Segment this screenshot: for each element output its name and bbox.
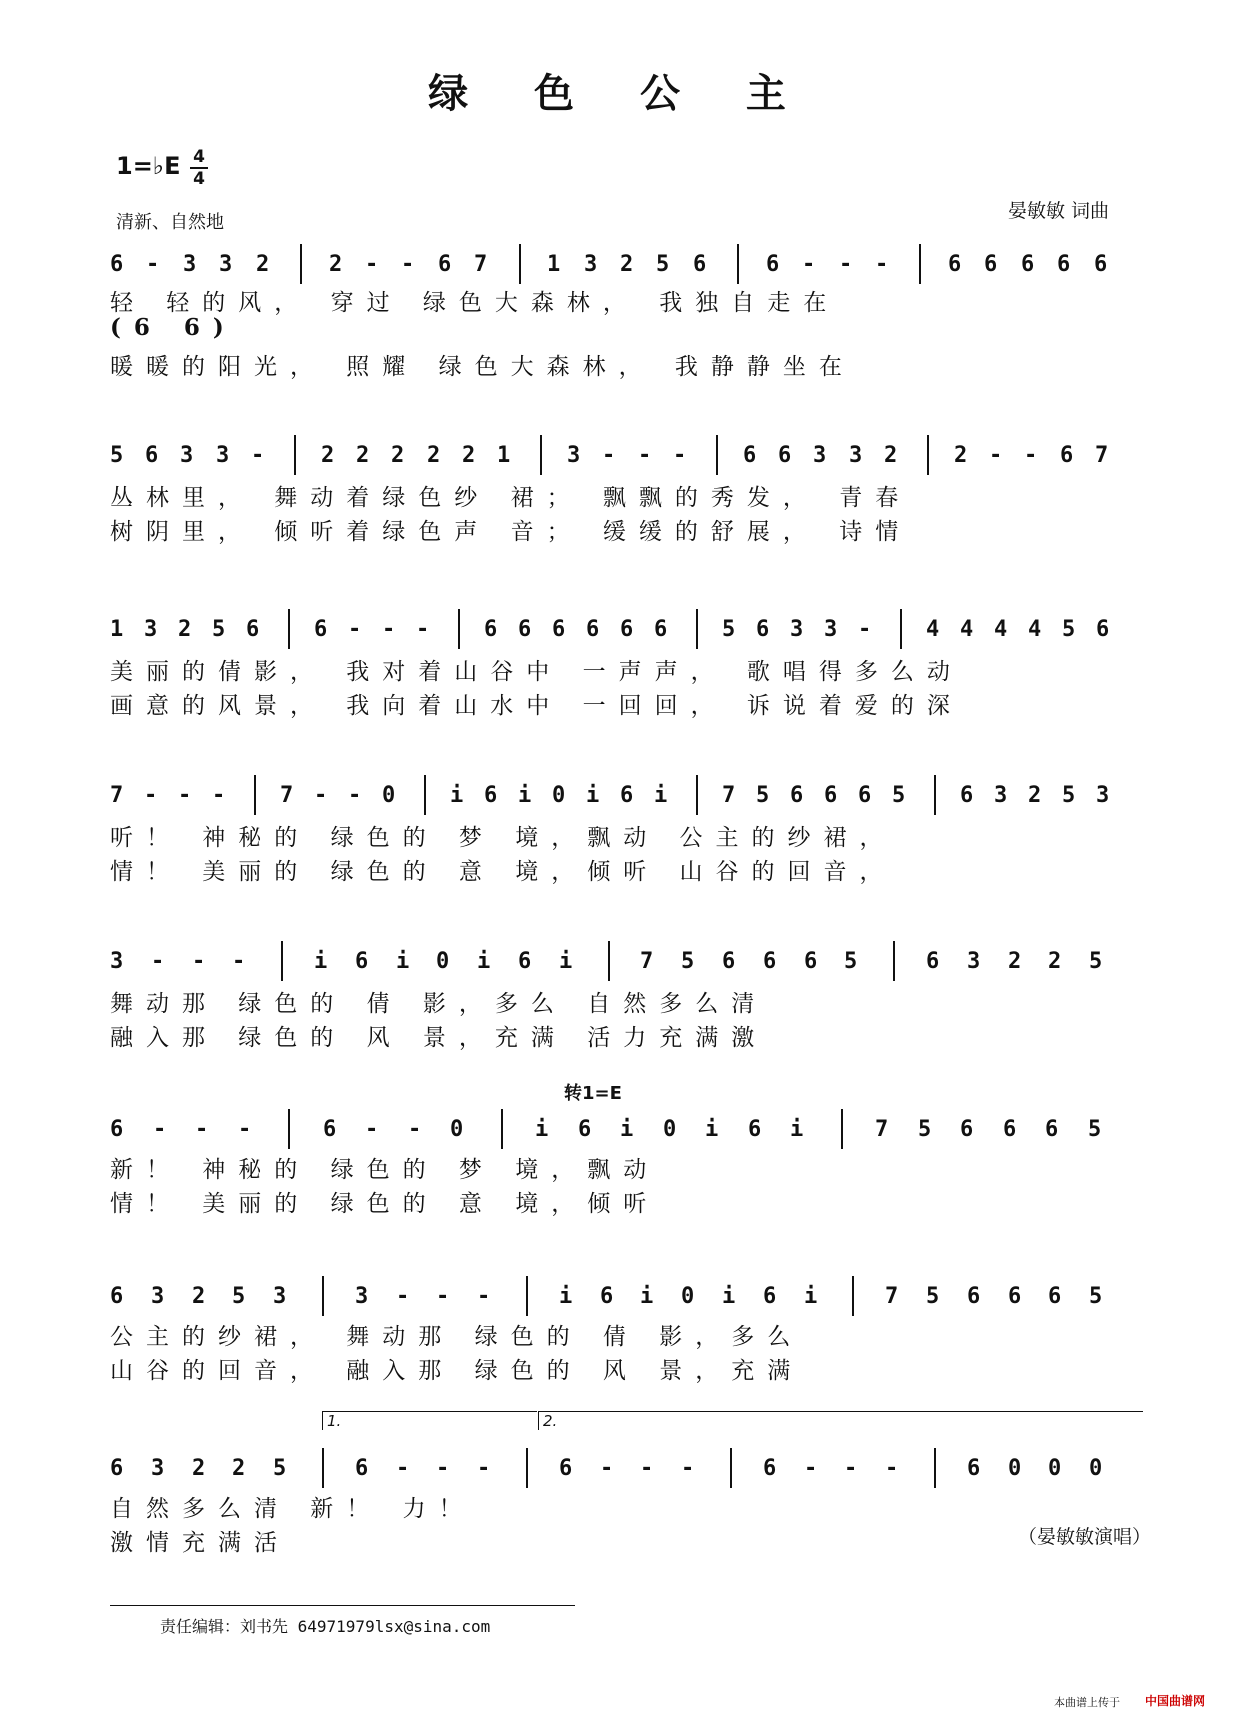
- note: i: [620, 1117, 634, 1142]
- barline: [288, 1109, 290, 1149]
- note: 4: [994, 617, 1008, 642]
- lyric-line-2: 暖暖的阳光， 照耀 绿色大森林， 我静静坐在: [110, 354, 855, 380]
- note: 5: [722, 617, 736, 642]
- note: -: [416, 617, 430, 642]
- composer-credit: 晏敏敏 词曲: [1008, 200, 1110, 222]
- lyric-line-2: 树阴里， 倾听着绿色声 音； 缓缓的舒展， 诗情: [110, 519, 912, 545]
- lyric-line-1: 听！ 神秘的 绿色的 梦 境，飘动 公主的纱裙，: [110, 825, 896, 851]
- barline: [540, 435, 542, 475]
- note: -: [365, 1117, 379, 1142]
- note: 6: [620, 783, 634, 808]
- time-denominator: 4: [193, 169, 205, 189]
- site-logo: 中国曲谱网: [1145, 1694, 1206, 1708]
- note: 6: [948, 252, 962, 277]
- note: 3: [1096, 783, 1110, 808]
- note: i: [705, 1117, 719, 1142]
- note: 7: [875, 1117, 889, 1142]
- note: -: [153, 1117, 167, 1142]
- lyric-line-1: 舞动那 绿色的 倩 影，多么 自然多么清: [110, 991, 768, 1017]
- note: -: [477, 1456, 491, 1481]
- note: 1: [110, 617, 124, 642]
- barline: [458, 609, 460, 649]
- note: 6: [654, 617, 668, 642]
- note: 2: [192, 1284, 206, 1309]
- barline: [934, 775, 936, 815]
- editor-credit: 责任编辑：刘书先 64971979lsx@sina.com: [160, 1617, 491, 1636]
- note: -: [408, 1117, 422, 1142]
- note: -: [436, 1284, 450, 1309]
- note: 6: [110, 1456, 124, 1481]
- note: i: [654, 783, 668, 808]
- barline: [519, 244, 521, 284]
- note: 5: [844, 949, 858, 974]
- note: 6: [766, 252, 780, 277]
- note: 6: [484, 617, 498, 642]
- note: 6: [748, 1117, 762, 1142]
- note: 7: [110, 783, 124, 808]
- note: 3: [813, 443, 827, 468]
- note: 6: [518, 949, 532, 974]
- note: 6: [1057, 252, 1071, 277]
- note: 6: [1096, 617, 1110, 642]
- lyric-line-2: 画意的风景， 我向着山水中 一回回， 诉说着爱的深: [110, 693, 963, 719]
- note: 2: [1028, 783, 1042, 808]
- note: 3: [151, 1456, 165, 1481]
- note: 0: [436, 949, 450, 974]
- note: 3: [567, 443, 581, 468]
- first-ending: 1.: [322, 1411, 537, 1430]
- note: 5: [926, 1284, 940, 1309]
- lyric-line-1: 自然多么清 新！ 力！: [110, 1496, 475, 1522]
- barline: [893, 941, 895, 981]
- footer-divider: [110, 1605, 575, 1606]
- lyric-line-2: 山谷的回音， 融入那 绿色的 风 景，充满: [110, 1358, 804, 1384]
- note: 3: [967, 949, 981, 974]
- note: -: [146, 252, 160, 277]
- note: 5: [681, 949, 695, 974]
- barline: [288, 609, 290, 649]
- barline: [300, 244, 302, 284]
- note: 6: [693, 252, 707, 277]
- note: 6: [1045, 1117, 1059, 1142]
- note: 5: [892, 783, 906, 808]
- barline: [526, 1276, 528, 1316]
- note: 2: [391, 443, 405, 468]
- notation-row: [110, 443, 1150, 483]
- note: i: [477, 949, 491, 974]
- note: 3: [151, 1284, 165, 1309]
- note: 6: [110, 252, 124, 277]
- upload-note: 本曲谱上传于: [1054, 1696, 1120, 1709]
- note: -: [192, 949, 206, 974]
- note: 0: [1089, 1456, 1103, 1481]
- note: 6: [559, 1456, 573, 1481]
- note: 5: [756, 783, 770, 808]
- note: 6: [1048, 1284, 1062, 1309]
- note: 6: [960, 1117, 974, 1142]
- note: -: [638, 443, 652, 468]
- lyric-line-2: 情！ 美丽的 绿色的 意 境，倾听: [110, 1191, 660, 1217]
- note: 6: [355, 949, 369, 974]
- note: 6: [620, 617, 634, 642]
- note: 1: [497, 443, 511, 468]
- lyric-line-1: 美丽的倩影， 我对着山谷中 一声声， 歌唱得多么动: [110, 659, 963, 685]
- barline: [294, 435, 296, 475]
- note: 6: [484, 783, 498, 808]
- note: 5: [212, 617, 226, 642]
- lyric-line-2: 融入那 绿色的 风 景，充满 活力充满激: [110, 1025, 768, 1051]
- note: 6: [314, 617, 328, 642]
- barline: [281, 941, 283, 981]
- barline: [919, 244, 921, 284]
- note: -: [151, 949, 165, 974]
- note: 7: [722, 783, 736, 808]
- note: 6: [1094, 252, 1108, 277]
- note: 2: [427, 443, 441, 468]
- lyric-line-1: 公主的纱裙， 舞动那 绿色的 倩 影，多么: [110, 1324, 804, 1350]
- note: 6: [960, 783, 974, 808]
- lyric-line-1: 新！ 神秘的 绿色的 梦 境，飘动: [110, 1157, 660, 1183]
- note: 2: [1048, 949, 1062, 974]
- singer-credit: （晏敏敏演唱）: [1018, 1526, 1152, 1548]
- note: 5: [1089, 1284, 1103, 1309]
- note: 6: [967, 1456, 981, 1481]
- note: 6: [984, 252, 998, 277]
- note: 6: [110, 1284, 124, 1309]
- note: i: [450, 783, 464, 808]
- note: -: [477, 1284, 491, 1309]
- note: 5: [1062, 617, 1076, 642]
- note: -: [602, 443, 616, 468]
- note: i: [722, 1284, 736, 1309]
- note: 6: [323, 1117, 337, 1142]
- note: 3: [824, 617, 838, 642]
- note: 6: [926, 949, 940, 974]
- note: 6: [110, 1117, 124, 1142]
- note: 2: [232, 1456, 246, 1481]
- note: i: [790, 1117, 804, 1142]
- barline: [900, 609, 902, 649]
- note: 6: [552, 617, 566, 642]
- time-numerator: 4: [193, 147, 205, 167]
- note: 2: [620, 252, 634, 277]
- note: 6: [763, 1456, 777, 1481]
- note: 6: [804, 949, 818, 974]
- note: 7: [640, 949, 654, 974]
- note: 0: [552, 783, 566, 808]
- note: 2: [462, 443, 476, 468]
- tempo-marking: 清新、自然地: [116, 212, 224, 233]
- note: -: [681, 1456, 695, 1481]
- lyric-line-1: 轻 轻的风， 穿过 绿色大森林， 我独自走在: [110, 290, 840, 316]
- note: 5: [918, 1117, 932, 1142]
- note: -: [396, 1456, 410, 1481]
- note: 7: [885, 1284, 899, 1309]
- note: 2: [192, 1456, 206, 1481]
- note: 6: [763, 1284, 777, 1309]
- note: -: [232, 949, 246, 974]
- note: -: [144, 783, 158, 808]
- note: 0: [681, 1284, 695, 1309]
- note: -: [640, 1456, 654, 1481]
- note: i: [586, 783, 600, 808]
- note: -: [1024, 443, 1038, 468]
- note: 5: [273, 1456, 287, 1481]
- note: 0: [1008, 1456, 1022, 1481]
- note: 3: [355, 1284, 369, 1309]
- note: 7: [474, 252, 488, 277]
- note: 5: [1089, 949, 1103, 974]
- barline: [737, 244, 739, 284]
- note: 5: [1062, 783, 1076, 808]
- lyric-line-2: 情！ 美丽的 绿色的 意 境，倾听 山谷的回音，: [110, 859, 896, 885]
- barline: [716, 435, 718, 475]
- page-title: 绿 色 公 主: [428, 70, 812, 117]
- barline: [322, 1448, 324, 1488]
- note: 6: [722, 949, 736, 974]
- note: 6: [438, 252, 452, 277]
- barline: [322, 1276, 324, 1316]
- note: 4: [926, 617, 940, 642]
- note: 6: [1003, 1117, 1017, 1142]
- note: 6: [778, 443, 792, 468]
- note: 3: [183, 252, 197, 277]
- alt-notes: (6 6): [110, 314, 237, 341]
- note: 1: [547, 252, 561, 277]
- second-ending: 2.: [538, 1411, 1143, 1430]
- note: -: [195, 1117, 209, 1142]
- note: 4: [960, 617, 974, 642]
- note: -: [348, 783, 362, 808]
- note: -: [989, 443, 1003, 468]
- note: 6: [763, 949, 777, 974]
- note: -: [178, 783, 192, 808]
- note: 6: [824, 783, 838, 808]
- note: 6: [858, 783, 872, 808]
- note: 6: [756, 617, 770, 642]
- notation-row: [110, 783, 1150, 823]
- note: 3: [216, 443, 230, 468]
- note: 4: [1028, 617, 1042, 642]
- note: 5: [110, 443, 124, 468]
- lyric-line-2: 激情充满活: [110, 1530, 290, 1556]
- note: 3: [110, 949, 124, 974]
- note: -: [885, 1456, 899, 1481]
- note: 0: [382, 783, 396, 808]
- note: 0: [663, 1117, 677, 1142]
- note: -: [212, 783, 226, 808]
- barline: [608, 941, 610, 981]
- note: 3: [180, 443, 194, 468]
- note: 2: [329, 252, 343, 277]
- barline: [696, 609, 698, 649]
- note: 7: [280, 783, 294, 808]
- note: 0: [1048, 1456, 1062, 1481]
- note: -: [844, 1456, 858, 1481]
- note: 6: [518, 617, 532, 642]
- note: -: [804, 1456, 818, 1481]
- note: 3: [219, 252, 233, 277]
- notation-row: [110, 617, 1150, 657]
- note: 2: [954, 443, 968, 468]
- barline: [852, 1276, 854, 1316]
- modulation-mark: 转1=E: [564, 1083, 622, 1104]
- key-signature: 1=♭E: [116, 152, 181, 180]
- note: -: [314, 783, 328, 808]
- note: i: [559, 1284, 573, 1309]
- note: -: [839, 252, 853, 277]
- barline: [254, 775, 256, 815]
- note: 2: [321, 443, 335, 468]
- note: -: [396, 1284, 410, 1309]
- note: i: [804, 1284, 818, 1309]
- note: 6: [355, 1456, 369, 1481]
- note: 3: [144, 617, 158, 642]
- note: 6: [1060, 443, 1074, 468]
- note: 3: [273, 1284, 287, 1309]
- note: -: [365, 252, 379, 277]
- note: i: [518, 783, 532, 808]
- note: 6: [1008, 1284, 1022, 1309]
- note: 6: [790, 783, 804, 808]
- barline: [934, 1448, 936, 1488]
- barline: [501, 1109, 503, 1149]
- note: 5: [656, 252, 670, 277]
- note: 6: [967, 1284, 981, 1309]
- lyric-line-1: 丛林里， 舞动着绿色纱 裙； 飘飘的秀发， 青春: [110, 485, 912, 511]
- barline: [696, 775, 698, 815]
- note: 2: [178, 617, 192, 642]
- note: 6: [600, 1284, 614, 1309]
- note: 3: [584, 252, 598, 277]
- note: i: [559, 949, 573, 974]
- barline: [927, 435, 929, 475]
- note: -: [600, 1456, 614, 1481]
- note: -: [875, 252, 889, 277]
- note: 7: [1095, 443, 1109, 468]
- note: 2: [884, 443, 898, 468]
- note: i: [535, 1117, 549, 1142]
- note: 6: [145, 443, 159, 468]
- note: 6: [586, 617, 600, 642]
- note: i: [396, 949, 410, 974]
- note: -: [401, 252, 415, 277]
- note: 3: [994, 783, 1008, 808]
- note: 3: [790, 617, 804, 642]
- note: -: [238, 1117, 252, 1142]
- barline: [841, 1109, 843, 1149]
- note: 6: [246, 617, 260, 642]
- notation-row: [110, 949, 1150, 989]
- note: 5: [232, 1284, 246, 1309]
- barline: [730, 1448, 732, 1488]
- note: i: [314, 949, 328, 974]
- note: -: [673, 443, 687, 468]
- note: -: [436, 1456, 450, 1481]
- note: 3: [849, 443, 863, 468]
- note: -: [382, 617, 396, 642]
- note: 6: [578, 1117, 592, 1142]
- note: i: [640, 1284, 654, 1309]
- note: -: [858, 617, 872, 642]
- time-signature: [190, 148, 208, 188]
- note: 6: [1021, 252, 1035, 277]
- note: -: [251, 443, 265, 468]
- note: 5: [1088, 1117, 1102, 1142]
- note: 6: [743, 443, 757, 468]
- note: 2: [256, 252, 270, 277]
- note: 2: [356, 443, 370, 468]
- barline: [424, 775, 426, 815]
- note: 0: [450, 1117, 464, 1142]
- note: 2: [1008, 949, 1022, 974]
- note: -: [348, 617, 362, 642]
- barline: [526, 1448, 528, 1488]
- note: -: [802, 252, 816, 277]
